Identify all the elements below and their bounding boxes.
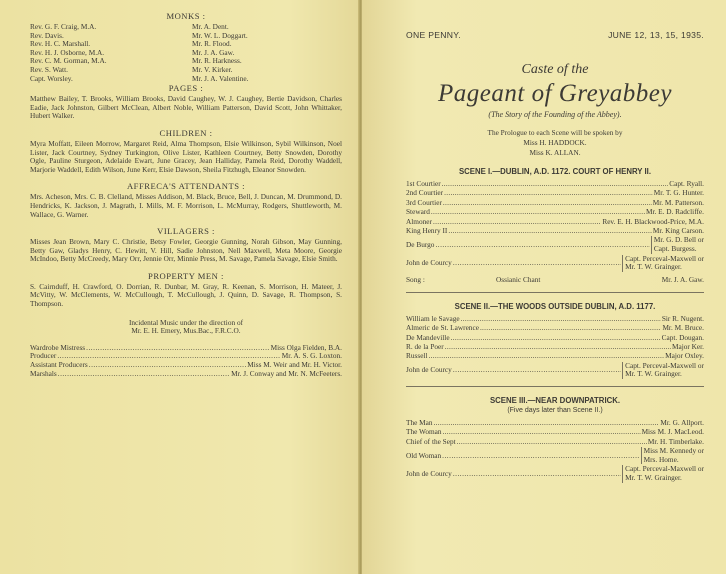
monk-name: Rev. S. Watt. bbox=[30, 64, 68, 74]
scene-3-cast bbox=[406, 418, 704, 483]
cast-row bbox=[406, 314, 704, 323]
monk-name: Rev. Davis. bbox=[30, 30, 64, 40]
affreca-names: Mrs. Acheson, Mrs. C. B. Clelland, Misses Addison, M. Black, Bruce, Bell, J. Duncan, M. Drummond, D. Hendricks, K. Jackson, J. Magrath, I. Mills, M. F. Morrison, L. McMurray, Rodgers, Shuttleworth, M. Wallace, G. Warner. bbox=[30, 192, 342, 219]
prologue-line-1: The Prologue to each Scene will be spoken by bbox=[487, 128, 623, 137]
credit-role: Wardrobe Mistress bbox=[30, 342, 86, 352]
leader-dots bbox=[451, 333, 661, 342]
actor: Mr. M. Patterson. bbox=[652, 197, 704, 207]
cast-row bbox=[406, 351, 704, 360]
role: Russell bbox=[406, 351, 428, 361]
scene-1-heading: SCENE I.—DUBLIN, A.D. 1172. COURT OF HENRY II. bbox=[458, 167, 652, 176]
actor: Mr. E. D. Radcliffe. bbox=[645, 207, 704, 217]
credit-person: Mr. A. S. G. Loxton. bbox=[281, 351, 342, 361]
property-section bbox=[30, 271, 342, 309]
pageant-title: Pageant of Greyabbey bbox=[438, 80, 672, 107]
leader-dots bbox=[448, 226, 652, 235]
actor: Mr. T. G. Hunter. bbox=[653, 188, 704, 198]
leader-dots bbox=[434, 418, 660, 427]
monk-name: Mr. W. L. Doggart. bbox=[192, 30, 248, 40]
villagers-section bbox=[30, 226, 342, 264]
monks-section bbox=[30, 11, 342, 83]
actor: Mrs. Home. bbox=[643, 454, 679, 464]
monk-name: Mr. R. Harkness. bbox=[192, 56, 242, 66]
monk-name: Rev. H. J. Osborne, M.A. bbox=[30, 47, 105, 57]
role: William le Savage bbox=[406, 313, 460, 323]
property-heading: PROPERTY MEN : bbox=[148, 270, 224, 281]
cast-row bbox=[406, 198, 704, 207]
song-label: Song : bbox=[406, 274, 425, 284]
actor: Miss M. J. MacLeod. bbox=[641, 427, 704, 437]
prologue-block bbox=[406, 128, 704, 158]
performance-dates: JUNE 12, 13, 15, 1935. bbox=[608, 30, 704, 40]
actor: Sir R. Nugent. bbox=[661, 313, 704, 323]
cast-row-alternate bbox=[406, 362, 704, 379]
credit-row bbox=[30, 370, 342, 379]
leader-dots bbox=[431, 207, 645, 216]
monks-column-1 bbox=[30, 23, 180, 83]
leader-dots bbox=[480, 323, 662, 332]
price: ONE PENNY. bbox=[406, 30, 461, 40]
actor: Miss M. Kennedy or bbox=[643, 446, 704, 456]
monks-heading: MONKS : bbox=[166, 11, 206, 21]
cast-row-alternate bbox=[406, 465, 704, 482]
scene-1-cast bbox=[406, 179, 704, 285]
actor-alternates bbox=[641, 447, 704, 464]
leader-dots bbox=[442, 179, 669, 188]
music-line-2: Mr. E. H. Emery, Mus.Bac., F.R.C.O. bbox=[131, 326, 241, 336]
actor: Mr. G. Allport. bbox=[660, 418, 704, 428]
credit-role: Assistant Producers bbox=[30, 360, 88, 370]
leader-dots bbox=[461, 314, 661, 323]
credit-role: Producer bbox=[30, 351, 57, 361]
monk-name: Capt. Worsley. bbox=[30, 73, 73, 83]
credit-role: Marshals bbox=[30, 368, 57, 378]
cast-row bbox=[406, 437, 704, 446]
role: Almeric de St. Lawrence bbox=[406, 323, 479, 333]
role: De Mandeville bbox=[406, 332, 450, 342]
cast-row bbox=[406, 188, 704, 197]
monk-name: Mr. J. A. Gaw. bbox=[192, 47, 235, 57]
leader-dots bbox=[58, 370, 230, 379]
leader-dots bbox=[453, 366, 621, 375]
monk-name: Mr. J. A. Valentine. bbox=[192, 73, 249, 83]
role: 1st Courtier bbox=[406, 179, 441, 188]
pages-heading: PAGES : bbox=[168, 83, 204, 94]
cast-row bbox=[406, 207, 704, 216]
leader-dots bbox=[453, 259, 621, 268]
monk-name: Rev. G. F. Craig, M.A. bbox=[30, 22, 97, 31]
cast-row-alternate bbox=[406, 255, 704, 272]
affreca-section bbox=[30, 181, 342, 219]
role: 2nd Courtier bbox=[406, 188, 444, 198]
actor: Capt. Perceval-Maxwell or bbox=[625, 464, 704, 474]
header-line bbox=[406, 30, 704, 40]
actor: Mr. T. W. Grainger. bbox=[625, 369, 682, 379]
role: 3rd Courtier bbox=[406, 197, 442, 207]
leader-dots bbox=[443, 198, 652, 207]
scene-2-cast bbox=[406, 314, 704, 379]
actor: Rev. E. H. Blackwood-Price, M.A. bbox=[602, 216, 704, 226]
scene-3-subheading: (Five days later than Scene II.) bbox=[507, 407, 603, 415]
pageant-subtitle: (The Story of the Founding of the Abbey). bbox=[488, 110, 622, 119]
children-heading: CHILDREN : bbox=[159, 127, 213, 138]
scene-3-heading: SCENE III.—NEAR DOWNPATRICK. bbox=[489, 396, 621, 406]
cast-row-alternate bbox=[406, 236, 704, 253]
leader-dots bbox=[444, 188, 653, 197]
role: Old Woman bbox=[406, 450, 442, 460]
actor: Mr. T. W. Grainger. bbox=[625, 262, 682, 272]
cast-row-alternate bbox=[406, 447, 704, 464]
pages-names: Matthew Bailey, T. Brooks, William Brooks, David Caughey, W. J. Caughey, Bertie Davidson, Charles Eadie, Jack Johnston, Gilbert McClean, Albert Noble, William Patterson, David Scott, John Whittaker, Hubert Walker. bbox=[30, 94, 342, 121]
property-names: S. Cairnduff, H. Crawford, O. Dorrian, R. Dunbar, M. Gray, R. Keenan, S. Morrison, H. Mateer, J. McVitty, W. McClements, W. McCullough, T. McCullough, J. Quinn, D. Savage, R. Thompson, S. Thompson. bbox=[30, 281, 342, 309]
leader-dots bbox=[429, 351, 665, 360]
children-names: Myra Moffatt, Eileen Morrow, Margaret Reid, Alma Thompson, Elsie Wilkinson, Sybil Wilkinson, Noel Lister, Jack Courtney, Sydney Turkington, Olive Lister, Kathleen Courtney, Betty Snowden, Dorothy Ogle, Pauline Sturgeon, Adelaide Ewart, June Gracey, Jean Halliday, Pamela Reid, Dorothy Waddell, Marjorie Waddell, Edith Wilson, June Kerr, Elsie Dawson, Sheila Fitzhugh, Eleanor Snowden. bbox=[30, 138, 342, 174]
credit-person: Miss M. Weir and Mr. H. Victor. bbox=[247, 360, 342, 370]
cast-row bbox=[406, 217, 704, 226]
actor-alternates bbox=[622, 362, 704, 379]
cast-row bbox=[406, 427, 704, 436]
credit-person: Miss Olga Fielden, B.A. bbox=[270, 342, 342, 352]
cast-row bbox=[406, 323, 704, 332]
monks-column-2 bbox=[180, 23, 342, 83]
actor-alternates bbox=[622, 255, 704, 272]
actor: Mr. G. D. Bell or bbox=[653, 235, 704, 245]
role: John de Courcy bbox=[406, 365, 452, 375]
credit-person: Mr. J. Conway and Mr. N. McFeeters. bbox=[231, 368, 342, 378]
cast-row bbox=[406, 418, 704, 427]
prologue-speaker-2: Miss K. ALLAN. bbox=[529, 148, 581, 157]
song-title: Ossianic Chant bbox=[496, 274, 541, 284]
leader-dots bbox=[453, 470, 621, 479]
actor-alternates bbox=[651, 236, 704, 253]
role: R. de la Poer bbox=[406, 342, 444, 352]
caste-label: Caste of the bbox=[521, 62, 589, 77]
pages-section bbox=[30, 83, 342, 121]
role: The Man bbox=[406, 418, 433, 428]
role: John de Courcy bbox=[406, 257, 452, 267]
actor: Major Ker. bbox=[671, 342, 704, 352]
actor: Mr. T. W. Grainger. bbox=[625, 473, 682, 483]
role: John de Courcy bbox=[406, 468, 452, 478]
villagers-heading: VILLAGERS : bbox=[157, 226, 215, 237]
actor: Mr. H. Timberlake. bbox=[647, 436, 704, 446]
cast-row bbox=[406, 226, 704, 235]
actor: Mr. King Carson. bbox=[652, 226, 704, 236]
actor: Capt. Dougan. bbox=[661, 332, 704, 342]
song-row bbox=[406, 275, 704, 285]
song-singer: Mr. J. A. Gaw. bbox=[661, 274, 704, 284]
prologue-speaker-1: Miss H. HADDOCK. bbox=[523, 138, 587, 147]
role: Almoner bbox=[406, 216, 432, 226]
actor: Mr. M. Bruce. bbox=[662, 323, 704, 333]
role: De Burgo bbox=[406, 239, 435, 249]
role: Steward bbox=[406, 207, 430, 217]
monk-name: Rev. H. C. Marshall. bbox=[30, 39, 91, 49]
leader-dots bbox=[86, 344, 270, 353]
actor: Capt. Perceval-Maxwell or bbox=[625, 360, 704, 370]
monk-name: Mr. R. Flood. bbox=[192, 39, 232, 49]
right-page bbox=[362, 0, 726, 574]
actor: Capt. Burgess. bbox=[653, 244, 697, 254]
cast-row bbox=[406, 333, 704, 342]
monk-name: Mr. V. Kirker. bbox=[192, 64, 233, 74]
staff-credits bbox=[30, 344, 342, 378]
monk-name: Rev. C. M. Gorman, M.A. bbox=[30, 56, 107, 66]
actor: Capt. Perceval-Maxwell or bbox=[625, 253, 704, 263]
villagers-names: Misses Jean Brown, Mary C. Christie, Betsy Fowler, Georgie Gunning, Norah Gibson, May Gunning, Betty Gaw, Gladys Henry, C. Hewitt, V. Hill, Sadie Johnston, Nell Maxwell, Meta Moore, Georgie McIndoo, Betty McCreedy, Mary Orr, Jennie Orr, Minnie Press, M. Savage, Pamela Savage, Elsie Smith. bbox=[30, 237, 342, 264]
leader-dots bbox=[445, 342, 671, 351]
left-page bbox=[0, 0, 360, 574]
cast-row bbox=[406, 179, 704, 188]
scene-2-heading: SCENE II.—THE WOODS OUTSIDE DUBLIN, A.D. 1177. bbox=[454, 301, 656, 311]
divider bbox=[406, 386, 704, 387]
monk-name: Mr. A. Dent. bbox=[192, 22, 229, 31]
cast-row bbox=[406, 342, 704, 351]
leader-dots bbox=[433, 217, 601, 226]
role: Chief of the Sept bbox=[406, 436, 456, 446]
leader-dots bbox=[89, 361, 246, 370]
leader-dots bbox=[457, 437, 647, 446]
role: King Henry II bbox=[406, 226, 448, 236]
music-line-1: Incidental Music under the direction of bbox=[128, 317, 244, 327]
children-section bbox=[30, 128, 342, 174]
role: The Woman bbox=[406, 427, 442, 437]
actor-alternates bbox=[622, 465, 704, 482]
actor: Major Oxley. bbox=[665, 351, 704, 361]
affreca-heading: AFFRECA'S ATTENDANTS : bbox=[126, 181, 246, 192]
leader-dots bbox=[442, 452, 639, 461]
music-credit bbox=[30, 319, 342, 336]
actor: Capt. Ryall. bbox=[669, 179, 704, 188]
divider bbox=[406, 292, 704, 293]
leader-dots bbox=[443, 427, 641, 436]
leader-dots bbox=[435, 241, 649, 250]
